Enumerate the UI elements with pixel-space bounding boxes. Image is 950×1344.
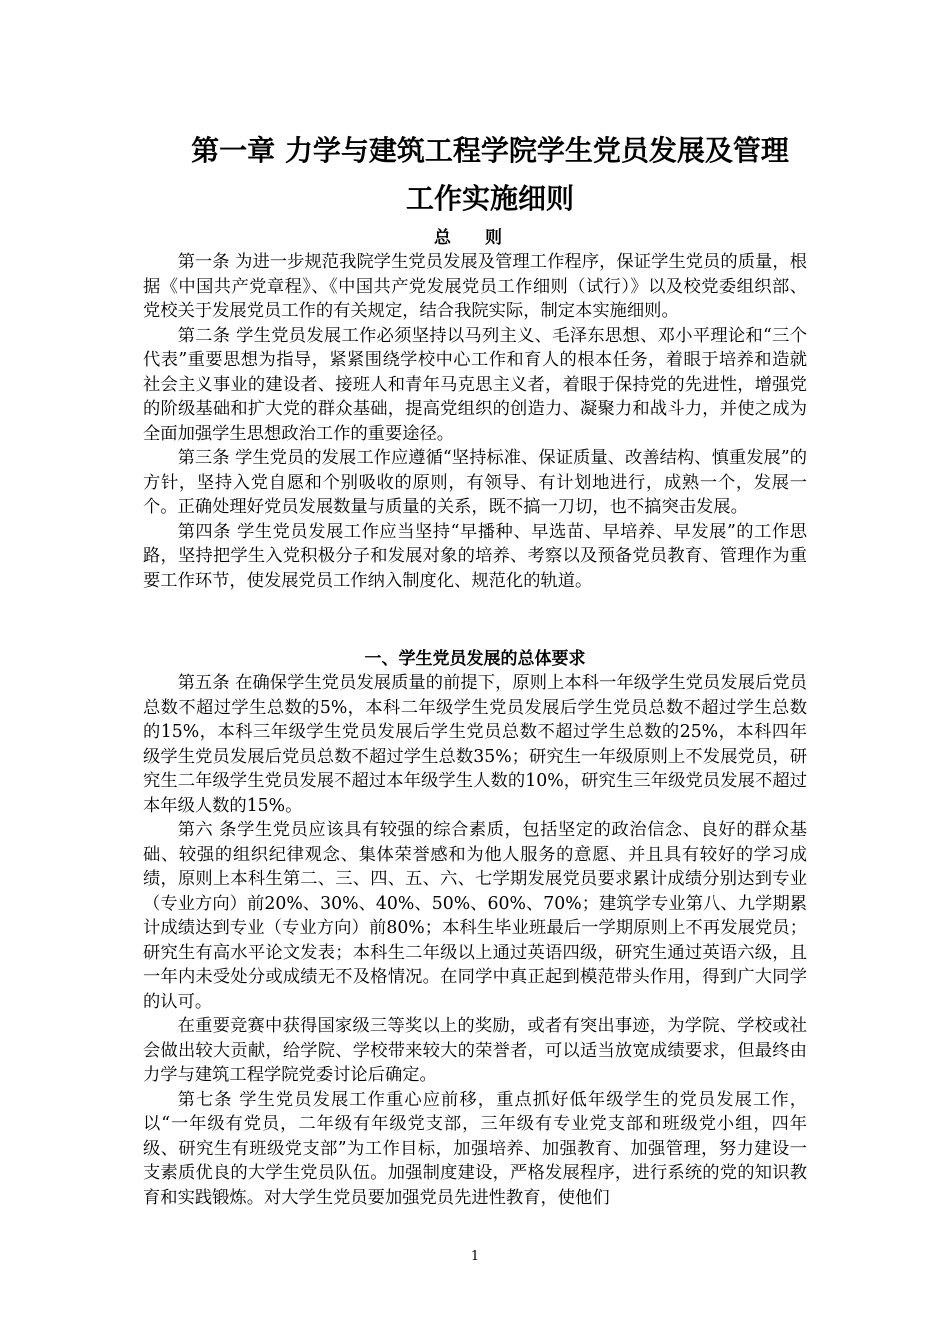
paragraph-article-6: 第六 条学生党员应该具有较强的综合素质，包括坚定的政治信念、良好的群众基础、较强的组织纪律观念、集体荣誉感和为他人服务的意愿、并且具有较好的学习成绩，原则上本科生第二、三、四、五、六、七学期发展党员要求累计成绩分别达到专业（专业方向）前20%、30%、40%、50%、60%、70%；建筑学专业第八、九学期累计成绩达到专业（专业方向）前80%；本科生毕业班最后一学期原则上不再发展党员；研究生有高水平论文发表；本科生二年级以上通过英语四级，研究生通过英语六级，且一年内未受处分或成绩无不及格情况。在同学中真正起到模范带头作用，得到广大同学的认可。 [143, 820, 807, 1012]
section-1-body [143, 671, 807, 1210]
paragraph-article-1: 第一条 为进一步规范我院学生党员发展及管理工作程序，保证学生党员的质量，根据《中国共产党章程》、《中国共产党发展党员工作细则（试行）》以及校党委组织部、党校关于发展党员工作的有关规定，结合我院实际，制定本实施细则。 [143, 252, 807, 321]
document-title-line-2: 工作实施细则 [405, 182, 574, 215]
paragraph-article-5: 第五条 在确保学生党员发展质量的前提下，原则上本科一年级学生党员发展后党员总数不超过学生总数的5%，本科二年级学生党员发展后学生党员总数不超过学生总数的15%，本科三年级学生党员发展后学生党员总数不超过学生总数的25%，本科四年级学生党员发展后党员总数不超过学生总数35%；研究生一年级原则上不发展党员，研究生二年级学生党员发展不超过本年级学生人数的10%，研究生三年级党员发展不超过本年级人数的15%。 [143, 673, 807, 816]
section-heading-1: 一、学生党员发展的总体要求 [364, 649, 586, 669]
paragraph-article-2: 第二条 学生党员发展工作必须坚持以马列主义、毛泽东思想、邓小平理论和“三个代表”重要思想为指导，紧紧围绕学校中心工作和育人的根本任务，着眼于培养和造就社会主义事业的建设者、接班人和青年马克思主义者，着眼于保持党的先进性，增强党的阶级基础和扩大党的群众基础，提高党组织的创造力、凝聚力和战斗力，并使之成为全面加强学生思想政治工作的重要途径。 [143, 325, 807, 444]
paragraph-award-exception: 在重要竞赛中获得国家级三等奖以上的奖励，或者有突出事迹，为学院、学校或社会做出较大贡献，给学院、学校带来较大的荣誉者，可以适当放宽成绩要求，但最终由力学与建筑工程学院党委讨论后确定。 [143, 1016, 807, 1085]
section-heading-general: 总 则 [434, 228, 516, 248]
page-number: 1 [470, 1249, 480, 1264]
document-title-line-1: 第一章 力学与建筑工程学院学生党员发展及管理 [191, 134, 789, 167]
paragraph-article-4: 第四条 学生党员发展工作应当坚持“早播种、早选苗、早培养、早发展”的工作思路，坚持把学生入党积极分子和发展对象的培养、考察以及预备党员教育、管理作为重要工作环节，使发展党员工作纳入制度化、规范化的轨道。 [143, 521, 807, 591]
general-provisions-body [143, 250, 807, 593]
paragraph-article-3: 第三条 学生党员的发展工作应遵循“坚持标准、保证质量、改善结构、慎重发展”的方针，坚持入党自愿和个别吸收的原则，有领导、有计划地进行，成熟一个，发展一个。正确处理好党员发展数量与质量的关系，既不搞一刀切，也不搞突击发展。 [143, 448, 807, 517]
paragraph-article-7: 第七条 学生党员发展工作重心应前移，重点抓好低年级学生的党员发展工作，以“一年级有党员，二年级有年级党支部，三年级有专业党支部和班级党小组，四年级、研究生有班级党支部”为工作目标，加强培养、加强教育、加强管理，努力建设一支素质优良的大学生党员队伍。加强制度建设，严格发展程序，进行系统的党的知识教育和实践锻炼。对大学生党员要加强党员先进性教育，使他们 [143, 1089, 807, 1208]
